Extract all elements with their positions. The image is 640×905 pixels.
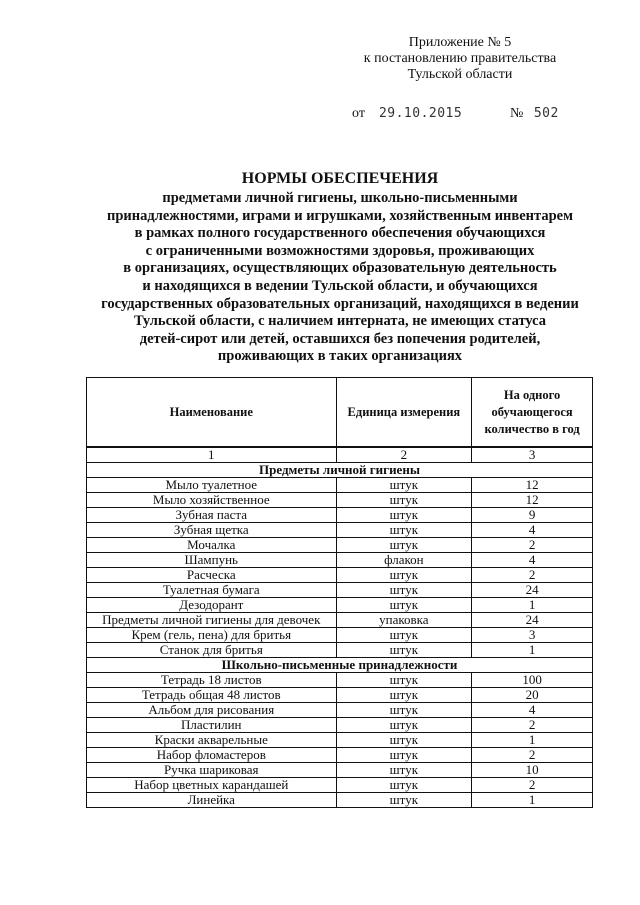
document-title: НОРМЫ ОБЕСПЕЧЕНИЯ (241, 170, 439, 187)
subtitle-line: в рамках полного государственного обеспечения обучающихся (134, 225, 546, 242)
subtitle-line: государственных образовательных организаций, находящихся в ведении (101, 295, 579, 312)
table-row (87, 793, 593, 808)
norms-table (86, 377, 593, 808)
column-number: 1 (87, 447, 337, 463)
item-name: Альбом для рисования (87, 703, 337, 718)
item-quantity: 100 (472, 673, 593, 688)
appendix-region-line: Тульской области (407, 67, 513, 82)
item-name: Набор цветных карандашей (87, 778, 337, 793)
item-quantity: 1 (472, 598, 593, 613)
subtitle-line: Тульской области, с наличием интерната, не имеющих статуса (133, 313, 547, 330)
table-row (87, 643, 593, 658)
table-row (87, 493, 593, 508)
header-quantity: На одного обучающегося количество в год (472, 378, 593, 448)
table-row (87, 733, 593, 748)
item-name: Краски акварельные (87, 733, 337, 748)
item-unit: штук (336, 688, 472, 703)
item-quantity: 24 (472, 613, 593, 628)
item-quantity: 2 (472, 538, 593, 553)
table-row (87, 478, 593, 493)
item-quantity: 1 (472, 643, 593, 658)
item-name: Крем (гель, пена) для бритья (87, 628, 337, 643)
table-row (87, 508, 593, 523)
column-number: 2 (336, 447, 472, 463)
item-unit: штук (336, 748, 472, 763)
item-name: Мыло туалетное (87, 478, 337, 493)
item-name: Тетрадь общая 48 листов (87, 688, 337, 703)
subtitle-line: в организациях, осуществляющих образовательную деятельность (123, 260, 557, 277)
table-row (87, 538, 593, 553)
item-quantity: 12 (472, 493, 593, 508)
table-row (87, 598, 593, 613)
table-row (87, 703, 593, 718)
item-unit: штук (336, 778, 472, 793)
item-unit: штук (336, 523, 472, 538)
item-name: Предметы личной гигиены для девочек (87, 613, 337, 628)
item-unit: штук (336, 643, 472, 658)
item-unit: флакон (336, 553, 472, 568)
item-quantity: 1 (472, 733, 593, 748)
item-name: Пластилин (87, 718, 337, 733)
item-quantity: 2 (472, 748, 593, 763)
subtitle-line: проживающих в таких организациях (217, 348, 463, 365)
item-unit: штук (336, 568, 472, 583)
item-quantity: 2 (472, 778, 593, 793)
item-quantity: 24 (472, 583, 593, 598)
table-row (87, 568, 593, 583)
item-unit: штук (336, 598, 472, 613)
number-prefix: № (510, 106, 524, 121)
item-unit: упаковка (336, 613, 472, 628)
item-name: Ручка шариковая (87, 763, 337, 778)
table-row (87, 673, 593, 688)
section-header-row (87, 658, 593, 673)
item-quantity: 2 (472, 718, 593, 733)
item-unit: штук (336, 733, 472, 748)
item-name: Зубная паста (87, 508, 337, 523)
table-header-row (87, 378, 593, 448)
item-name: Набор фломастеров (87, 748, 337, 763)
table-row (87, 583, 593, 598)
item-quantity: 2 (472, 568, 593, 583)
column-numbers-row (87, 447, 593, 463)
item-unit: штук (336, 718, 472, 733)
item-name: Мыло хозяйственное (87, 493, 337, 508)
item-quantity: 4 (472, 703, 593, 718)
resolution-number: 502 (533, 106, 559, 121)
item-unit: штук (336, 673, 472, 688)
header-unit: Единица измерения (336, 378, 472, 448)
item-quantity: 1 (472, 793, 593, 808)
item-name: Зубная щетка (87, 523, 337, 538)
subtitle-line: и находящихся в ведении Тульской области, и обучающихся (142, 277, 538, 294)
resolution-date: 29.10.2015 (378, 106, 463, 121)
item-unit: штук (336, 703, 472, 718)
table-row (87, 628, 593, 643)
document-subtitle (60, 190, 620, 366)
item-unit: штук (336, 628, 472, 643)
item-name: Шампунь (87, 553, 337, 568)
table-row (87, 688, 593, 703)
item-unit: штук (336, 763, 472, 778)
appendix-header (330, 35, 590, 83)
item-unit: штук (336, 478, 472, 493)
item-name: Туалетная бумага (87, 583, 337, 598)
item-quantity: 9 (472, 508, 593, 523)
section-header-row (87, 463, 593, 478)
table-row (87, 748, 593, 763)
item-name: Расческа (87, 568, 337, 583)
subtitle-line: принадлежностями, играми и игрушками, хозяйственным инвентарем (107, 207, 573, 224)
item-unit: штук (336, 583, 472, 598)
item-quantity: 10 (472, 763, 593, 778)
subtitle-line: предметами личной гигиены, школьно-письменными (162, 190, 518, 206)
appendix-resolution-line: к постановлению правительства (363, 51, 557, 66)
item-name: Станок для бритья (87, 643, 337, 658)
section-title: Школьно-письменные принадлежности (87, 658, 593, 673)
table-row (87, 778, 593, 793)
appendix-label: Приложение № 5 (408, 35, 512, 50)
subtitle-line: с ограниченными возможностями здоровья, проживающих (145, 242, 535, 259)
item-name: Дезодорант (87, 598, 337, 613)
item-quantity: 4 (472, 553, 593, 568)
table-row (87, 553, 593, 568)
item-quantity: 12 (472, 478, 593, 493)
item-name: Линейка (87, 793, 337, 808)
item-unit: штук (336, 508, 472, 523)
column-number: 3 (472, 447, 593, 463)
item-unit: штук (336, 493, 472, 508)
table-row (87, 523, 593, 538)
item-quantity: 3 (472, 628, 593, 643)
item-unit: штук (336, 793, 472, 808)
item-quantity: 4 (472, 523, 593, 538)
section-title: Предметы личной гигиены (87, 463, 593, 478)
table-body (87, 447, 593, 808)
table-row (87, 763, 593, 778)
subtitle-line: детей-сирот или детей, оставшихся без попечения родителей, (139, 330, 541, 347)
item-quantity: 20 (472, 688, 593, 703)
header-name: Наименование (87, 378, 337, 448)
item-name: Тетрадь 18 листов (87, 673, 337, 688)
item-unit: штук (336, 538, 472, 553)
date-prefix: от (352, 106, 365, 121)
resolution-date-line (352, 106, 559, 122)
table-row (87, 613, 593, 628)
item-name: Мочалка (87, 538, 337, 553)
table-row (87, 718, 593, 733)
